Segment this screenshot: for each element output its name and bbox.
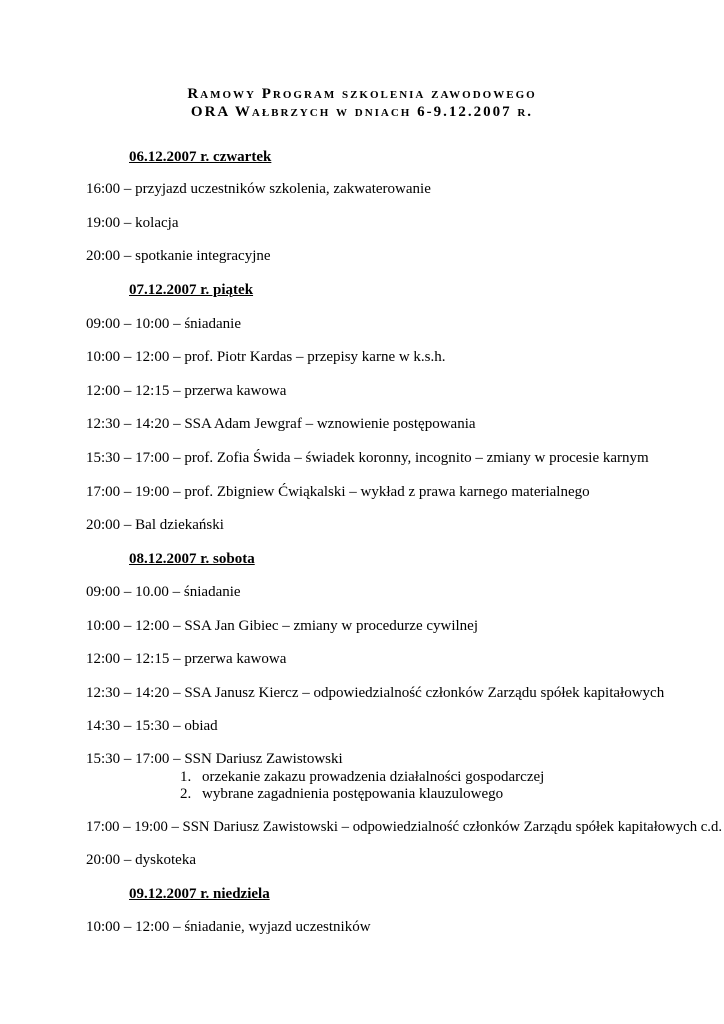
schedule-entry: 20:00 – dyskoteka	[86, 852, 196, 868]
day-heading-sunday: 09.12.2007 r. niedziela	[129, 886, 270, 902]
schedule-entry: 09:00 – 10:00 – śniadanie	[86, 316, 241, 332]
schedule-entry: 10:00 – 12:00 – śniadanie, wyjazd uczestników	[86, 919, 371, 935]
document-title-line-1: Ramowy Program szkolenia zawodowego	[187, 86, 537, 102]
schedule-entry: 17:00 – 19:00 – SSN Dariusz Zawistowski – odpowiedzialność członków Zarządu spółek kapitałowych c.d.	[86, 819, 723, 835]
sublist-item-text: wybrane zagadnienia postępowania klauzulowego	[202, 786, 504, 802]
schedule-entry: 17:00 – 19:00 – prof. Zbigniew Ćwiąkalski – wykład z prawa karnego materialnego	[86, 484, 590, 500]
schedule-entry: 12:30 – 14:20 – SSA Janusz Kiercz – odpowiedzialność członków Zarządu spółek kapitałowych	[86, 685, 665, 701]
sublist-item-text: orzekanie zakazu prowadzenia działalności gospodarczej	[202, 769, 545, 785]
schedule-entry: 12:00 – 12:15 – przerwa kawowa	[86, 651, 287, 667]
document-title-line-2: ORA Wałbrzych w dniach 6-9.12.2007 r.	[190, 104, 534, 120]
schedule-entry: 09:00 – 10.00 – śniadanie	[86, 584, 241, 600]
schedule-entry: 20:00 – spotkanie integracyjne	[86, 248, 271, 264]
schedule-entry: 14:30 – 15:30 – obiad	[86, 718, 218, 734]
schedule-entry: 10:00 – 12:00 – prof. Piotr Kardas – przepisy karne w k.s.h.	[86, 349, 446, 365]
schedule-entry: 16:00 – przyjazd uczestników szkolenia, zakwaterowanie	[86, 181, 431, 197]
day-heading-friday: 07.12.2007 r. piątek	[129, 282, 254, 298]
schedule-entry: 20:00 – Bal dziekański	[86, 517, 224, 533]
day-heading-thursday: 06.12.2007 r. czwartek	[129, 149, 272, 165]
schedule-entry: 15:30 – 17:00 – SSN Dariusz Zawistowski	[86, 751, 343, 767]
schedule-entry: 15:30 – 17:00 – prof. Zofia Świda – świadek koronny, incognito – zmiany w procesie karnym	[86, 450, 649, 466]
schedule-entry: 12:00 – 12:15 – przerwa kawowa	[86, 383, 287, 399]
schedule-entry: 12:30 – 14:20 – SSA Adam Jewgraf – wznowienie postępowania	[86, 416, 476, 432]
schedule-entry: 10:00 – 12:00 – SSA Jan Gibiec – zmiany w procedurze cywilnej	[86, 618, 479, 634]
day-heading-saturday: 08.12.2007 r. sobota	[129, 551, 255, 567]
sublist-item-number: 1.	[180, 769, 192, 785]
sublist-item-number: 2.	[180, 786, 192, 802]
schedule-entry: 19:00 – kolacja	[86, 215, 179, 231]
